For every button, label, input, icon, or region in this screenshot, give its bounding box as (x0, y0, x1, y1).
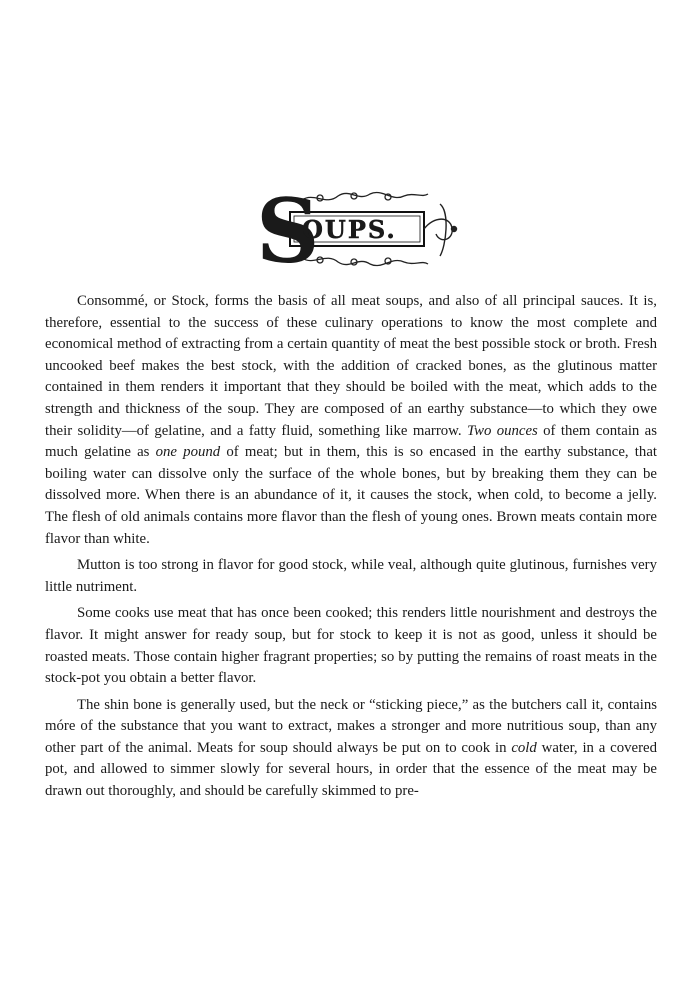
top-flourish-ornament (302, 192, 428, 201)
text-run: of meat; but in them, this is so encased in the earthy substance, that boiling water can dissolve only the surface of the whole bones, but by breaking them they can be dissolved more. When there is an abundance of it, it causes the stock, when cold, to become a jelly. The flesh of old animals contains more flavor than the flesh of young ones. Brown meats contain more flavor than white. (45, 444, 658, 547)
text-run: of them contain as much gelatine as (45, 422, 658, 461)
paragraph (45, 603, 657, 689)
soups-ornamental-heading (254, 186, 464, 272)
paragraph (45, 555, 657, 598)
right-scroll-ornament (424, 204, 457, 256)
paragraph (45, 695, 657, 803)
heading-text: OUPS. (302, 215, 397, 244)
text-run: Mutton is too strong in flavor for good stock, while veal, although quite glutinous, furnishes very little nutriment. (45, 557, 657, 595)
body-text (45, 291, 657, 803)
bottom-flourish-ornament (302, 257, 428, 266)
text-run: Some cooks use meat that has once been cooked; this renders little nourishment and destroys the flavor. It might answer for ready soup, but for stock to keep it is not as good, unless it should be roasted meats. Those contain higher fragrant properties; so by putting the remains of roast meats in the stock-pot you obtain a better flavor. (45, 605, 657, 687)
italic-phrase: cold (511, 739, 537, 756)
heading-initial-letter: S (256, 186, 320, 272)
text-run: The shin bone is generally used, but the neck or “sticking piece,” as the butchers call it, contains móre of the substance that you want to extract, makes a stronger and more nutritious soup, than any other part of the animal. Meats for soup should always be put on to cook in (45, 696, 657, 756)
paragraph (45, 291, 657, 550)
italic-phrase: one pound (155, 444, 221, 461)
italic-phrase: Two ounces (466, 422, 538, 439)
text-run: water, in a covered pot, and allowed to simmer slowly for several hours, in order that the essence of the meat may be drawn out thoroughly, and should be carefully skimmed to pre- (45, 739, 657, 800)
text-run: Consommé, or Stock, forms the basis of all meat soups, and also of all principal sauces. It is, therefore, essential to the success of these culinary operations to know the most complete and economical method of extracting from a certain quantity of meat the best possible stock or broth. Fresh uncooked beef makes the best stock, with the addition of cracked bones, as the glutinous matter contained in them renders it important that they should be boiled with the meat, which adds to the strength and thickness of the soup. They are composed of an earthy substance—to which they owe their solidity—of gelatine, and a fatty fluid, something like marrow. (45, 293, 657, 439)
heading-ornament (254, 186, 464, 272)
